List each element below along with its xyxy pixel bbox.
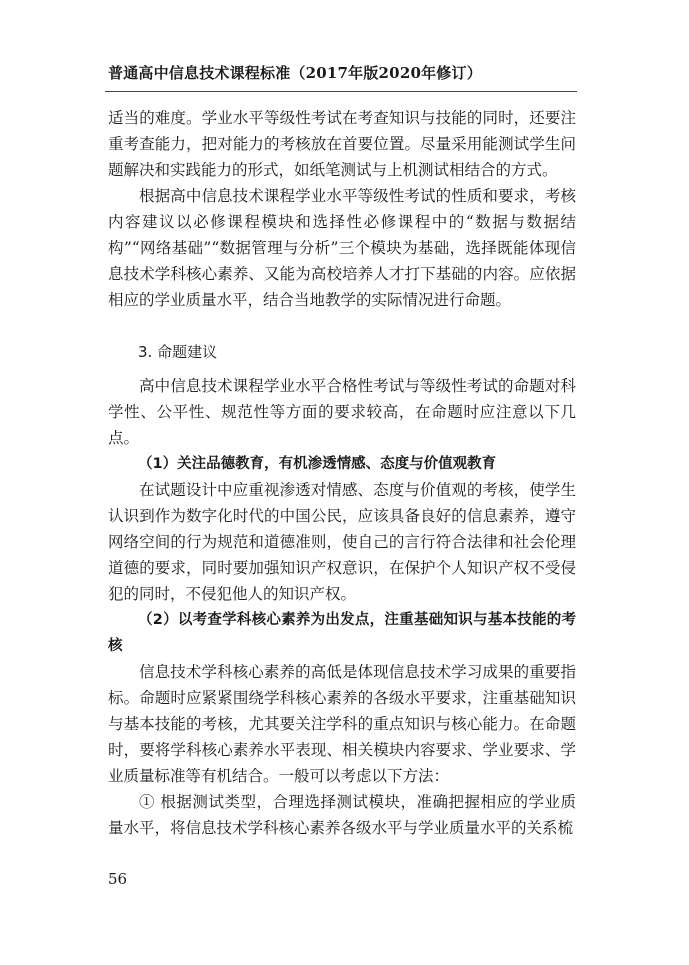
subsection-heading: （2）以考查学科核心素养为出发点，注重基础知识与基本技能的考核	[108, 612, 576, 654]
paragraph: 高中信息技术课程学业水平合格性考试与等级性考试的命题对科学性、公平性、规范性等方面的要求较高，在命题时应注意以下几点。	[108, 377, 576, 447]
paragraph: 适当的难度。学业水平等级性考试在考查知识与技能的同时，还要注重考查能力，把对能力的考核放在首要位置。尽量采用能测试学生问题解决和实践能力的形式，如纸笔测试与上机测试相结合的方式。	[108, 109, 576, 179]
header-rule	[105, 91, 577, 92]
paragraph: 根据高中信息技术课程学业水平等级性考试的性质和要求，考核内容建议以必修课程模块和选择性必修课程中的“数据与数据结构”“网络基础”“数据管理与分析”三个模块为基础，选择既能体现信息技术学科核心素养、又能为高校培养人才打下基础的内容。应依据相应的学业质量水平，结合当地教学的实际情况进行命题。	[108, 187, 576, 309]
body-text	[108, 105, 576, 841]
section-heading: 3. 命题建议	[138, 343, 218, 361]
paragraph: 信息技术学科核心素养的高低是体现信息技术学习成果的重要指标。命题时应紧紧围绕学科核心素养的各级水平要求，注重基础知识与基本技能的考核，尤其要关注学科的重点知识与核心能力。在命题时，要将学科核心素养水平表现、相关模块内容要求、学业要求、学业质量标准等有机结合。一般可以考虑以下方法：	[108, 663, 576, 785]
page-number: 56	[108, 870, 128, 888]
paragraph: ① 根据测试类型，合理选择测试模块，准确把握相应的学业质量水平，将信息技术学科核心素养各级水平与学业质量水平的关系梳	[108, 793, 576, 837]
subsection-heading: （1）关注品德教育，有机渗透情感、态度与价值观教育	[138, 456, 497, 472]
paragraph: 在试题设计中应重视渗透对情感、态度与价值观的考核，使学生认识到作为数字化时代的中国公民，应该具备良好的信息素养，遵守网络空间的行为规范和道德准则，使自己的言行符合法律和社会伦理道德的要求，同时要加强知识产权意识，在保护个人知识产权不受侵犯的同时，不侵犯他人的知识产权。	[108, 481, 576, 603]
running-header-title: 普通高中信息技术课程标准（2017年版2020年修订）	[108, 64, 482, 82]
